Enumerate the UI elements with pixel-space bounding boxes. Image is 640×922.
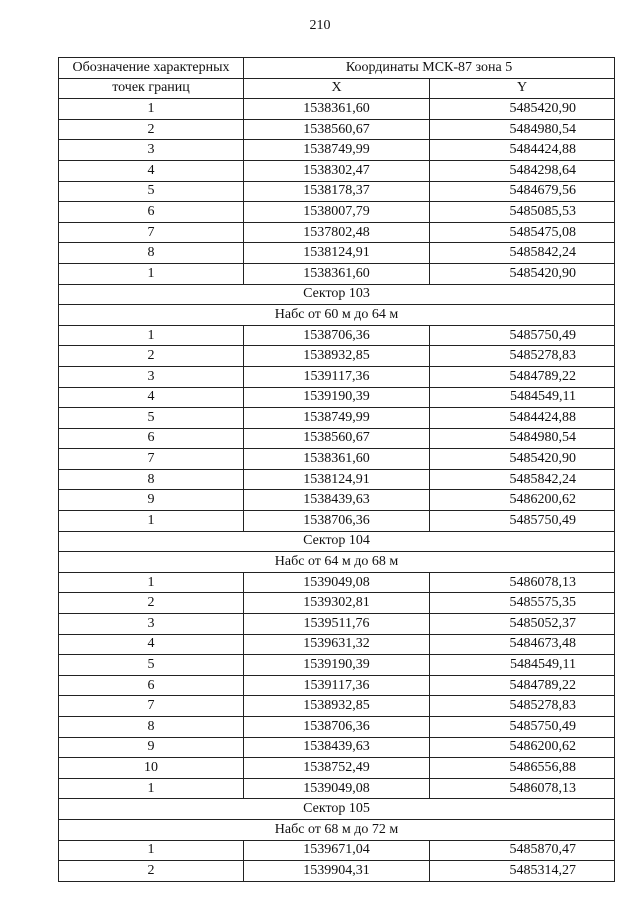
table-row (59, 181, 615, 202)
point-id: 6 (59, 202, 244, 223)
y-coordinate: 5485085,53 (430, 202, 615, 223)
x-coordinate: 1538706,36 (244, 511, 430, 532)
table-row (59, 346, 615, 367)
point-id: 9 (59, 737, 244, 758)
y-coordinate: 5484980,54 (430, 428, 615, 449)
point-id: 1 (59, 572, 244, 593)
y-coordinate: 5484549,11 (430, 387, 615, 408)
point-id: 1 (59, 99, 244, 120)
point-designation-header-line1: Обозначение характерных (59, 58, 244, 79)
point-id: 4 (59, 634, 244, 655)
x-coordinate: 1539671,04 (244, 840, 430, 861)
table-row (59, 778, 615, 799)
x-coordinate: 1539511,76 (244, 614, 430, 635)
y-coordinate: 5484673,48 (430, 634, 615, 655)
table-row (59, 758, 615, 779)
x-coordinate: 1539904,31 (244, 861, 430, 882)
y-coordinate: 5485420,90 (430, 449, 615, 470)
y-coordinate: 5484980,54 (430, 119, 615, 140)
table-row (59, 737, 615, 758)
point-id: 7 (59, 696, 244, 717)
point-id: 10 (59, 758, 244, 779)
y-coordinate: 5485842,24 (430, 243, 615, 264)
section-label-row (59, 305, 615, 326)
point-id: 8 (59, 469, 244, 490)
page-number: 210 (309, 18, 331, 33)
y-coordinate: 5485750,49 (430, 325, 615, 346)
point-id: 3 (59, 366, 244, 387)
section-label-row (59, 284, 615, 305)
y-column-header: Y (430, 78, 615, 99)
x-coordinate: 1538124,91 (244, 243, 430, 264)
y-coordinate: 5485750,49 (430, 511, 615, 532)
x-coordinate: 1539117,36 (244, 675, 430, 696)
table-row (59, 634, 615, 655)
y-coordinate: 5486078,13 (430, 572, 615, 593)
section-label: Сектор 105 (59, 799, 615, 820)
header-row-1 (59, 58, 615, 79)
table-row (59, 655, 615, 676)
table-body (59, 99, 615, 882)
table-row (59, 366, 615, 387)
point-id: 3 (59, 140, 244, 161)
point-id: 1 (59, 511, 244, 532)
y-coordinate: 5485842,24 (430, 469, 615, 490)
table-row (59, 263, 615, 284)
table-row (59, 119, 615, 140)
table-row (59, 861, 615, 882)
table-row (59, 140, 615, 161)
point-id: 2 (59, 119, 244, 140)
x-coordinate: 1538361,60 (244, 99, 430, 120)
point-id: 5 (59, 408, 244, 429)
x-coordinate: 1538706,36 (244, 717, 430, 738)
y-coordinate: 5484789,22 (430, 366, 615, 387)
y-coordinate: 5485420,90 (430, 99, 615, 120)
point-id: 8 (59, 717, 244, 738)
table-row (59, 511, 615, 532)
y-coordinate: 5486200,62 (430, 490, 615, 511)
x-coordinate: 1538706,36 (244, 325, 430, 346)
x-coordinate: 1538560,67 (244, 428, 430, 449)
y-coordinate: 5485278,83 (430, 346, 615, 367)
x-coordinate: 1538752,49 (244, 758, 430, 779)
x-coordinate: 1537802,48 (244, 222, 430, 243)
y-coordinate: 5485314,27 (430, 861, 615, 882)
table-row (59, 449, 615, 470)
section-label: Сектор 103 (59, 284, 615, 305)
section-label-row (59, 531, 615, 552)
point-id: 1 (59, 778, 244, 799)
section-label: Набс от 64 м до 68 м (59, 552, 615, 573)
x-coordinate: 1538178,37 (244, 181, 430, 202)
y-coordinate: 5485420,90 (430, 263, 615, 284)
point-id: 2 (59, 593, 244, 614)
table-row (59, 572, 615, 593)
point-id: 9 (59, 490, 244, 511)
x-coordinate: 1538749,99 (244, 408, 430, 429)
y-coordinate: 5484424,88 (430, 140, 615, 161)
x-coordinate: 1538439,63 (244, 490, 430, 511)
table-row (59, 490, 615, 511)
coordinates-table (58, 57, 615, 882)
table-row (59, 325, 615, 346)
point-id: 4 (59, 160, 244, 181)
table-row (59, 428, 615, 449)
section-label: Набс от 60 м до 64 м (59, 305, 615, 326)
table-row (59, 387, 615, 408)
y-coordinate: 5484424,88 (430, 408, 615, 429)
point-id: 8 (59, 243, 244, 264)
y-coordinate: 5486556,88 (430, 758, 615, 779)
y-coordinate: 5485870,47 (430, 840, 615, 861)
point-id: 1 (59, 263, 244, 284)
point-id: 1 (59, 840, 244, 861)
x-coordinate: 1538302,47 (244, 160, 430, 181)
table-row (59, 593, 615, 614)
table-row (59, 717, 615, 738)
x-coordinate: 1539302,81 (244, 593, 430, 614)
point-id: 5 (59, 655, 244, 676)
table-row (59, 202, 615, 223)
section-label-row (59, 799, 615, 820)
point-id: 3 (59, 614, 244, 635)
table-row (59, 408, 615, 429)
x-coordinate: 1538560,67 (244, 119, 430, 140)
x-coordinate: 1538439,63 (244, 737, 430, 758)
point-id: 1 (59, 325, 244, 346)
point-id: 4 (59, 387, 244, 408)
point-id: 6 (59, 675, 244, 696)
table-row (59, 614, 615, 635)
table-row (59, 160, 615, 181)
table-row (59, 696, 615, 717)
y-coordinate: 5484789,22 (430, 675, 615, 696)
y-coordinate: 5485575,35 (430, 593, 615, 614)
y-coordinate: 5485278,83 (430, 696, 615, 717)
x-coordinate: 1538007,79 (244, 202, 430, 223)
coord-system-header: Координаты МСК-87 зона 5 (244, 58, 615, 79)
section-label-row (59, 819, 615, 840)
x-coordinate: 1539190,39 (244, 387, 430, 408)
x-coordinate: 1539049,08 (244, 778, 430, 799)
point-id: 6 (59, 428, 244, 449)
y-coordinate: 5485750,49 (430, 717, 615, 738)
header-row-2 (59, 78, 615, 99)
point-id: 7 (59, 449, 244, 470)
point-id: 2 (59, 861, 244, 882)
section-label-row (59, 552, 615, 573)
point-id: 2 (59, 346, 244, 367)
x-coordinate: 1538124,91 (244, 469, 430, 490)
table-row (59, 222, 615, 243)
x-coordinate: 1538749,99 (244, 140, 430, 161)
y-coordinate: 5485052,37 (430, 614, 615, 635)
x-coordinate: 1539117,36 (244, 366, 430, 387)
x-coordinate: 1539190,39 (244, 655, 430, 676)
section-label: Сектор 104 (59, 531, 615, 552)
y-coordinate: 5486200,62 (430, 737, 615, 758)
table-row (59, 243, 615, 264)
table-row (59, 675, 615, 696)
x-coordinate: 1538361,60 (244, 449, 430, 470)
y-coordinate: 5485475,08 (430, 222, 615, 243)
y-coordinate: 5484679,56 (430, 181, 615, 202)
y-coordinate: 5484298,64 (430, 160, 615, 181)
x-coordinate: 1538361,60 (244, 263, 430, 284)
table-row (59, 469, 615, 490)
y-coordinate: 5484549,11 (430, 655, 615, 676)
point-id: 5 (59, 181, 244, 202)
table-row (59, 99, 615, 120)
x-coordinate: 1538932,85 (244, 346, 430, 367)
x-coordinate: 1539049,08 (244, 572, 430, 593)
section-label: Набс от 68 м до 72 м (59, 819, 615, 840)
point-designation-header-line2: точек границ (59, 78, 244, 99)
x-coordinate: 1538932,85 (244, 696, 430, 717)
table-row (59, 840, 615, 861)
y-coordinate: 5486078,13 (430, 778, 615, 799)
x-coordinate: 1539631,32 (244, 634, 430, 655)
x-column-header: X (244, 78, 430, 99)
point-id: 7 (59, 222, 244, 243)
